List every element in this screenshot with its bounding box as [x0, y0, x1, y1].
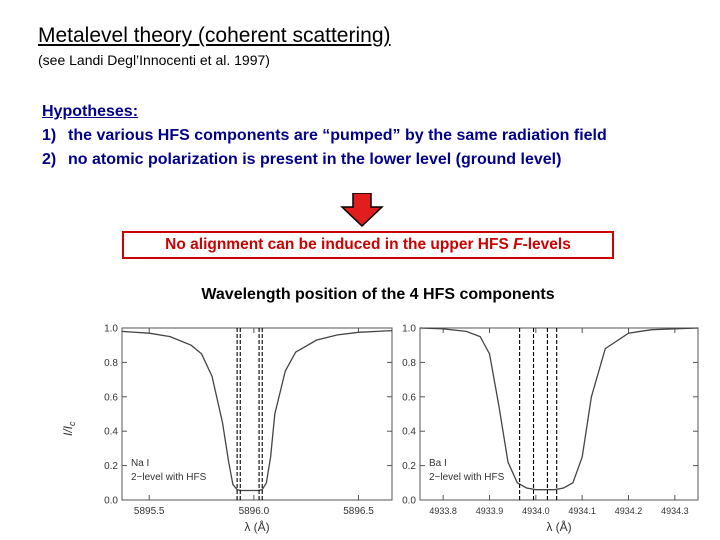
x-tick-label: 4933.9: [475, 506, 504, 516]
down-arrow-icon: [340, 193, 384, 227]
y-tick-label: 0.6: [104, 392, 118, 404]
conclusion-suffix: -levels: [522, 236, 571, 253]
y-axis-label: $I/I_c$: [61, 421, 77, 436]
profile-line: [420, 328, 698, 490]
conclusion-italic: F: [513, 236, 523, 253]
hypotheses-heading: Hypotheses:: [42, 103, 139, 120]
hypothesis-number: 1): [42, 127, 57, 144]
ba-i-profile-plot: [388, 318, 710, 540]
hypotheses-block: [42, 100, 607, 172]
y-tick-label: 0.8: [402, 357, 416, 369]
x-tick-label: 5895.5: [133, 506, 165, 517]
x-tick-label: 5896.5: [343, 506, 374, 517]
y-tick-label: 0.2: [104, 461, 118, 473]
hypothesis-text: no atomic polarization is present in the lower level (ground level): [68, 151, 562, 168]
conclusion-text: No alignment can be induced in the upper HFS: [165, 236, 514, 253]
slide-title: Metalevel theory (coherent scattering): [38, 24, 391, 47]
y-tick-label: 0.0: [104, 495, 118, 507]
legend-label: Na I: [131, 458, 150, 469]
hypothesis-item: [42, 148, 607, 172]
conclusion-box: [122, 231, 614, 259]
legend-label: 2−level with HFS: [429, 472, 505, 483]
x-tick-label: 4934.0: [522, 506, 550, 516]
y-tick-label: 1.0: [104, 323, 118, 335]
x-axis-label: λ (Å): [546, 520, 572, 534]
y-tick-label: 0.8: [104, 357, 118, 369]
hypothesis-text: the various HFS components are “pumped” by the same radiation field: [68, 127, 607, 144]
figure-title: Wavelength position of the 4 HFS components: [201, 286, 555, 303]
x-tick-label: 4933.8: [429, 506, 457, 516]
legend-label: 2−level with HFS: [131, 472, 207, 483]
x-tick-label: 5896.0: [238, 506, 270, 517]
profile-line: [122, 331, 392, 491]
y-tick-label: 1.0: [402, 323, 416, 335]
y-tick-label: 0.4: [104, 426, 118, 438]
x-tick-label: 4934.1: [568, 506, 596, 516]
na-i-profile-plot: [60, 318, 405, 540]
y-tick-label: 0.0: [402, 495, 416, 507]
y-tick-label: 0.6: [402, 392, 416, 404]
y-tick-label: 0.2: [402, 461, 416, 473]
legend-label: Ba I: [429, 458, 447, 469]
x-axis-label: λ (Å): [244, 520, 270, 534]
hypothesis-item: [42, 124, 607, 148]
y-tick-label: 0.4: [402, 426, 416, 438]
slide-subtitle: (see Landi Degl’Innocenti et al. 1997): [38, 52, 270, 68]
x-tick-label: 4934.2: [614, 506, 643, 516]
x-tick-label: 4934.3: [661, 506, 689, 516]
hypothesis-number: 2): [42, 151, 57, 168]
